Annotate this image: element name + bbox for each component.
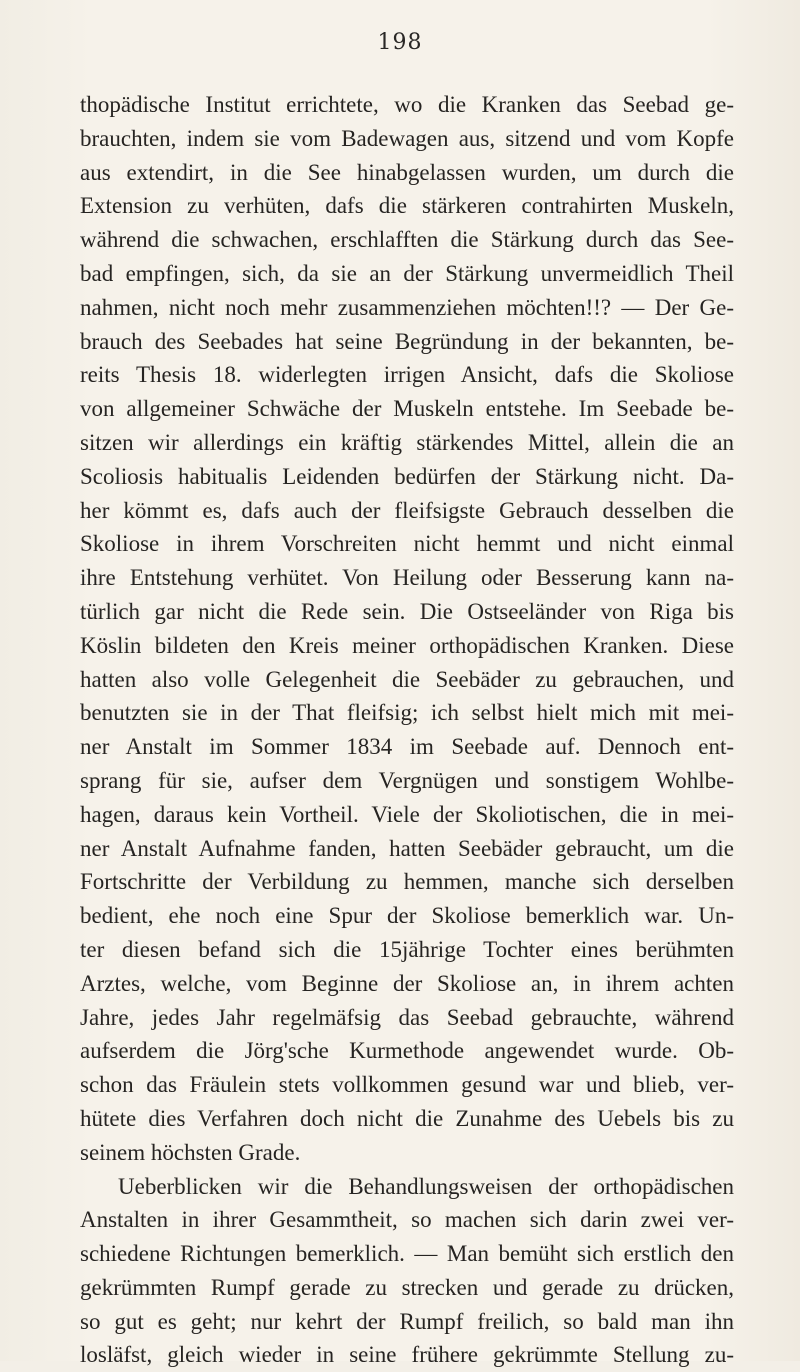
- paragraph: [80, 1170, 734, 1372]
- body-text: [80, 88, 734, 1372]
- text-line: ter diesen befand sich die 15jährige Tochter eines berühmten: [80, 933, 734, 967]
- text-line: thopädische Institut errichtete, wo die Kranken das Seebad ge-: [80, 88, 734, 122]
- text-line: hütete dies Verfahren doch nicht die Zunahme des Uebels bis zu: [80, 1102, 734, 1136]
- text-line: ihre Entstehung verhütet. Von Heilung oder Besserung kann na-: [80, 561, 734, 595]
- text-line: aufserdem die Jörg'sche Kurmethode angewendet wurde. Ob-: [80, 1034, 734, 1068]
- text-line: Arztes, welche, vom Beginne der Skoliose an, in ihrem achten: [80, 967, 734, 1001]
- text-line: nahmen, nicht noch mehr zusammenziehen möchten!!? — Der Ge-: [80, 291, 734, 325]
- text-line: schon das Fräulein stets vollkommen gesund war und blieb, ver-: [80, 1068, 734, 1102]
- paragraph: [80, 88, 734, 1170]
- text-line: so gut es geht; nur kehrt der Rumpf freilich, so bald man ihn: [80, 1305, 734, 1339]
- text-line: von allgemeiner Schwäche der Muskeln entstehe. Im Seebade be-: [80, 392, 734, 426]
- text-line: reits Thesis 18. widerlegten irrigen Ansicht, dafs die Skoliose: [80, 358, 734, 392]
- text-line: türlich gar nicht die Rede sein. Die Ostseeländer von Riga bis: [80, 595, 734, 629]
- text-line: schiedene Richtungen bemerklich. — Man bemüht sich erstlich den: [80, 1237, 734, 1271]
- text-line: gekrümmten Rumpf gerade zu strecken und gerade zu drücken,: [80, 1271, 734, 1305]
- text-line: bad empfingen, sich, da sie an der Stärkung unvermeidlich Theil: [80, 257, 734, 291]
- text-line: sitzen wir allerdings ein kräftig stärkendes Mittel, allein die an: [80, 426, 734, 460]
- text-line: hagen, daraus kein Vortheil. Viele der Skoliotischen, die in mei-: [80, 798, 734, 832]
- text-line: Jahre, jedes Jahr regelmäfsig das Seebad gebrauchte, während: [80, 1001, 734, 1035]
- text-line: bedient, ehe noch eine Spur der Skoliose bemerklich war. Un-: [80, 899, 734, 933]
- page-number: 198: [0, 30, 800, 55]
- text-line: benutzten sie in der That fleifsig; ich selbst hielt mich mit mei-: [80, 696, 734, 730]
- text-line: Köslin bildeten den Kreis meiner orthopädischen Kranken. Diese: [80, 629, 734, 663]
- text-line: Anstalten in ihrer Gesammtheit, so machen sich darin zwei ver-: [80, 1203, 734, 1237]
- text-line: ner Anstalt im Sommer 1834 im Seebade auf. Dennoch ent-: [80, 730, 734, 764]
- text-line: brauchten, indem sie vom Badewagen aus, sitzend und vom Kopfe: [80, 122, 734, 156]
- text-line: Skoliose in ihrem Vorschreiten nicht hemmt und nicht einmal: [80, 527, 734, 561]
- text-line: während die schwachen, erschlafften die Stärkung durch das See-: [80, 223, 734, 257]
- text-line: Fortschritte der Verbildung zu hemmen, manche sich derselben: [80, 865, 734, 899]
- text-line: ner Anstalt Aufnahme fanden, hatten Seebäder gebraucht, um die: [80, 832, 734, 866]
- text-line: seinem höchsten Grade.: [80, 1136, 734, 1170]
- text-line: Extension zu verhüten, dafs die stärkeren contrahirten Muskeln,: [80, 189, 734, 223]
- text-line: hatten also volle Gelegenheit die Seebäder zu gebrauchen, und: [80, 663, 734, 697]
- text-line: Ueberblicken wir die Behandlungsweisen der orthopädischen: [80, 1170, 734, 1204]
- text-line: sprang für sie, aufser dem Vergnügen und sonstigem Wohlbe-: [80, 764, 734, 798]
- text-line: brauch des Seebades hat seine Begründung in der bekannten, be-: [80, 325, 734, 359]
- text-line: aus extendirt, in die See hinabgelassen wurden, um durch die: [80, 156, 734, 190]
- text-line: Scoliosis habitualis Leidenden bedürfen der Stärkung nicht. Da-: [80, 460, 734, 494]
- text-line: her kömmt es, dafs auch der fleifsigste Gebrauch desselben die: [80, 494, 734, 528]
- text-line: losläfst, gleich wieder in seine frühere gekrümmte Stellung zu-: [80, 1338, 734, 1372]
